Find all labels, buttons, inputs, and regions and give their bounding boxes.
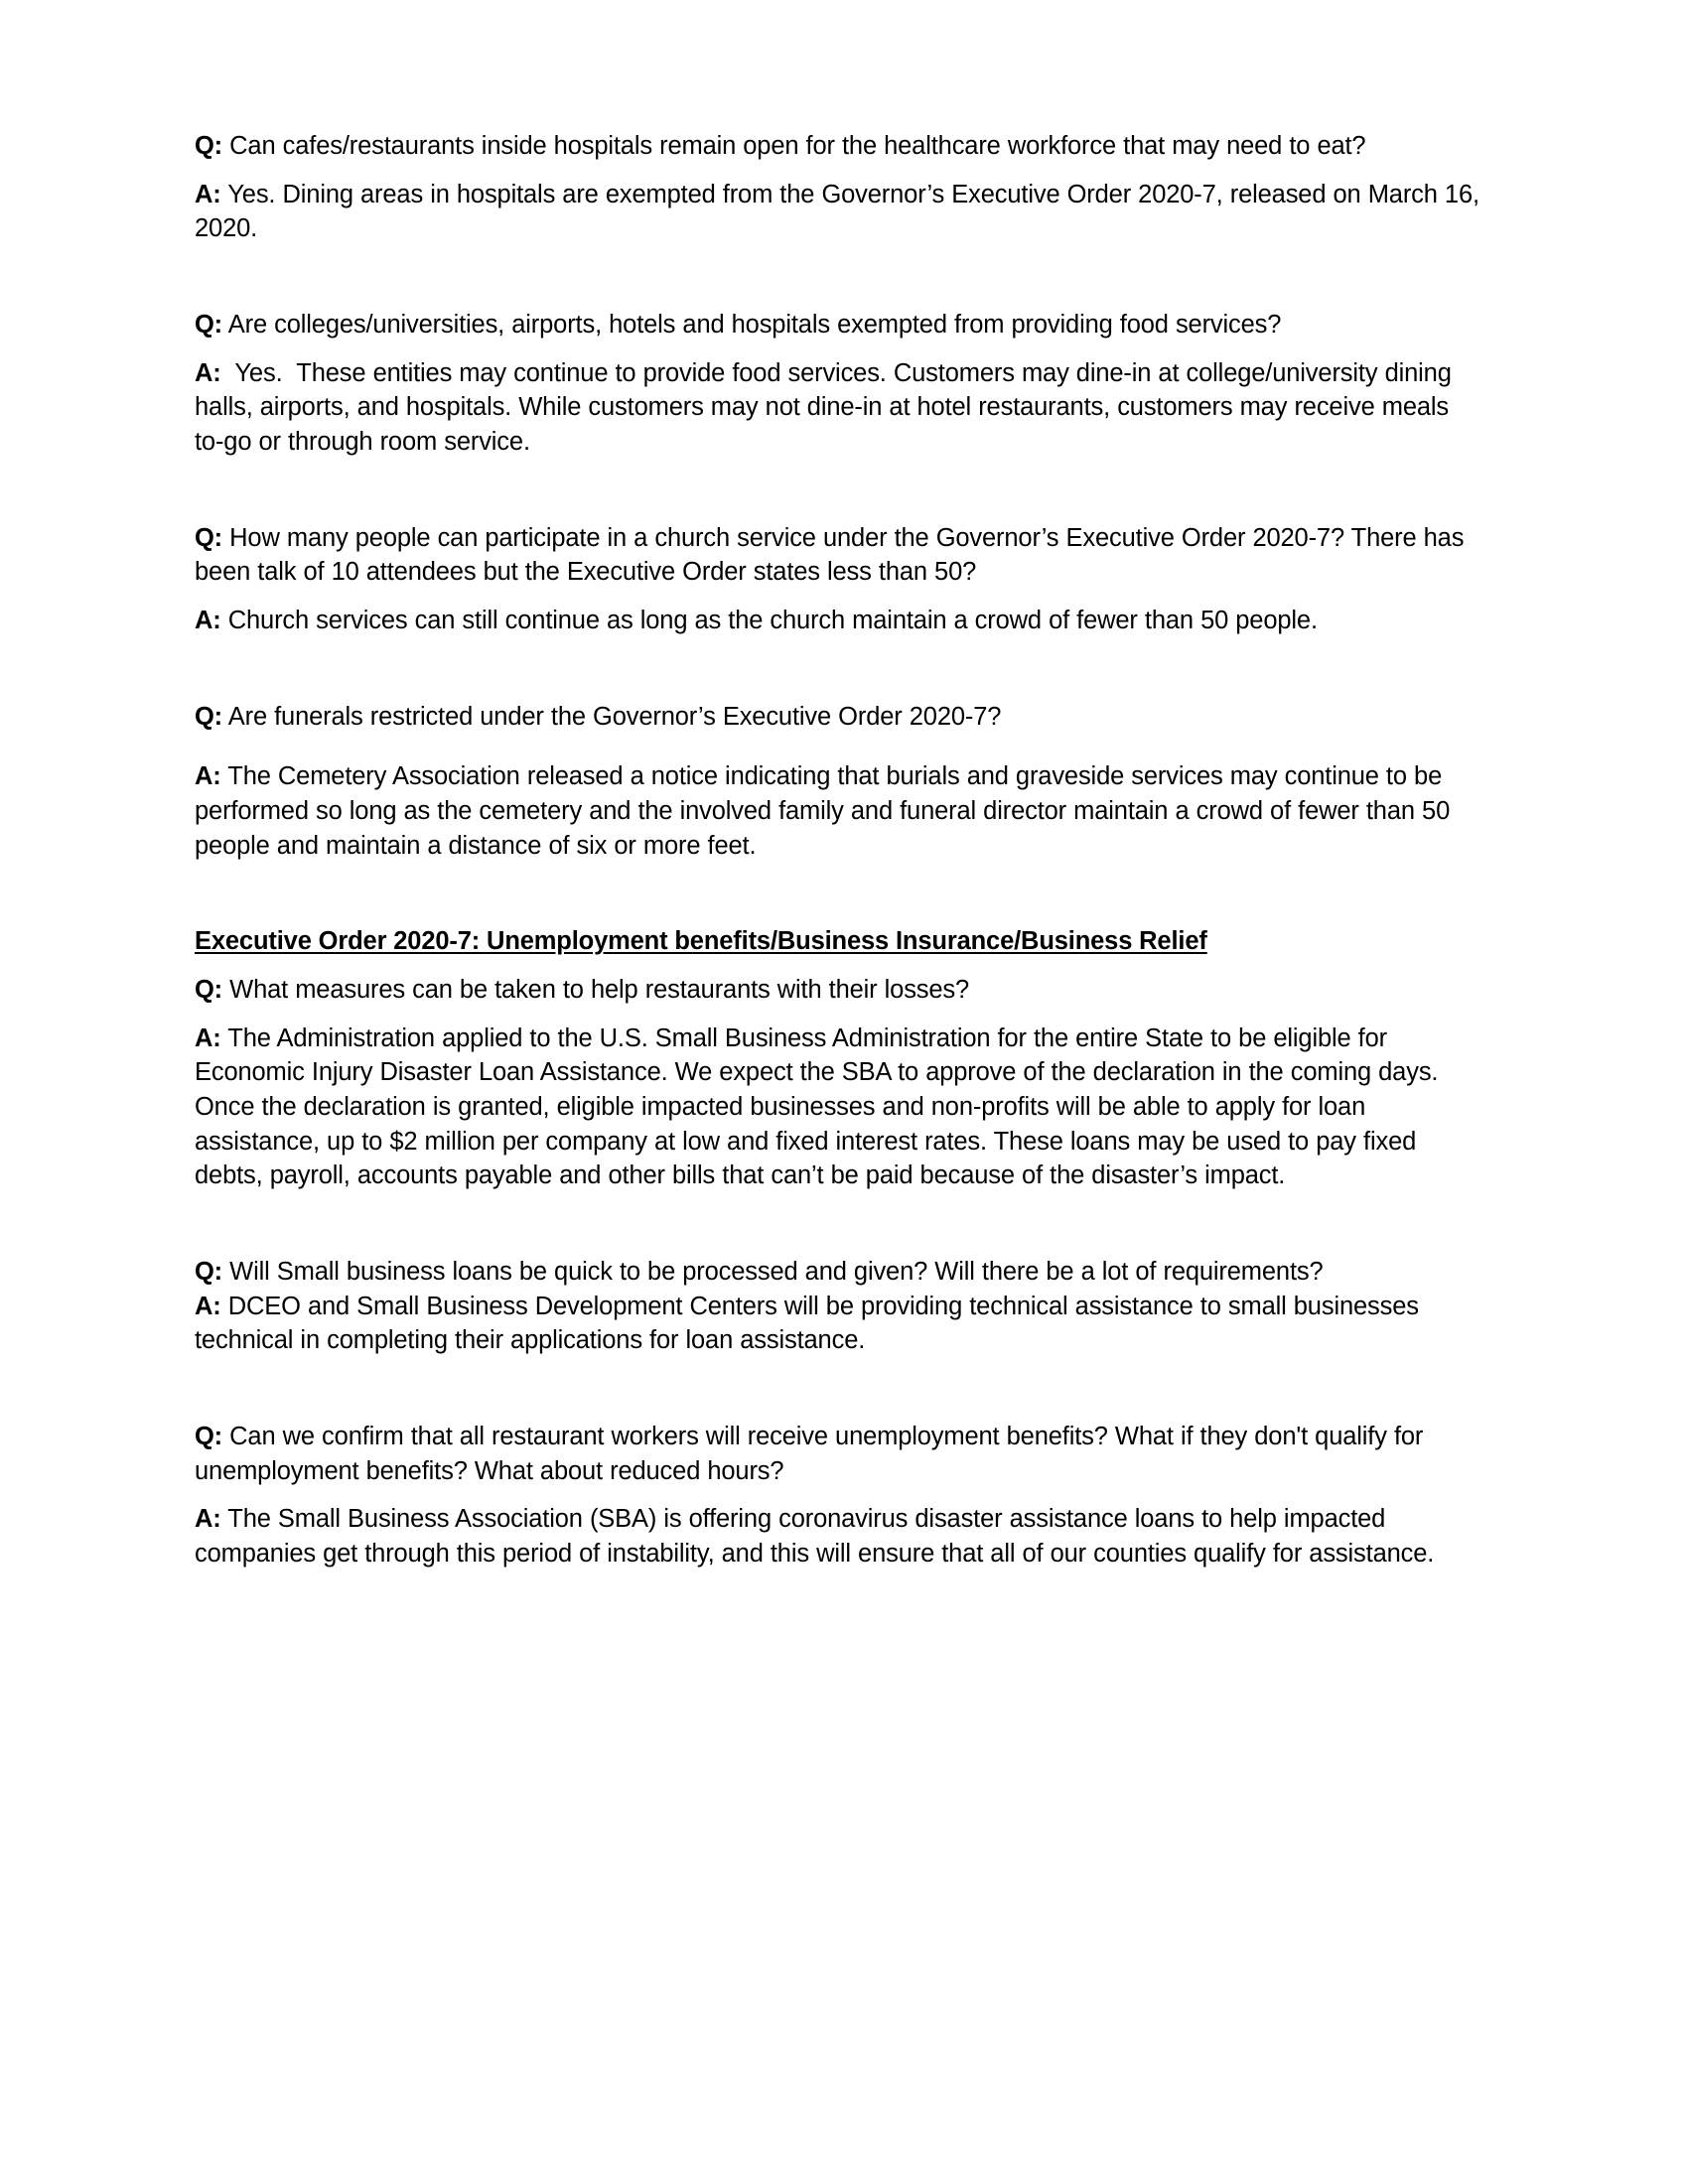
answer-text: Yes. Dining areas in hospitals are exempted from the Governor’s Executive Order 2020-7, released on March 16, 2020. bbox=[195, 180, 1487, 243]
spacer bbox=[195, 734, 1481, 759]
answer-label: A: bbox=[195, 762, 221, 791]
question-text: Will Small business loans be quick to be processed and given? Will there be a lot of requirements? bbox=[222, 1258, 1324, 1287]
question-label: Q: bbox=[195, 1423, 223, 1451]
spacer bbox=[195, 164, 1481, 178]
answer-restaurant-losses bbox=[195, 1022, 1481, 1193]
spacer bbox=[195, 1358, 1481, 1420]
spacer bbox=[195, 638, 1481, 700]
answer-hospital-cafes bbox=[195, 178, 1487, 246]
spacer bbox=[195, 1193, 1481, 1255]
question-food-services-exempt bbox=[195, 308, 1481, 342]
answer-label: A: bbox=[195, 1505, 221, 1534]
answer-food-services-exempt bbox=[195, 356, 1481, 460]
spacer bbox=[195, 1008, 1481, 1022]
answer-label: A: bbox=[195, 607, 221, 635]
spacer bbox=[195, 460, 1481, 521]
answer-text: The Cemetery Association released a notice indicating that burials and graveside services may continue to be performed so long as the cemetery and the involved family and funeral director maintain a crowd of fewer than 50 people and maintain a distance of six or more feet. bbox=[195, 762, 1458, 860]
answer-label: A: bbox=[195, 180, 221, 208]
spacer bbox=[195, 590, 1481, 604]
spacer bbox=[195, 959, 1481, 973]
spacer bbox=[195, 342, 1481, 356]
question-church-service bbox=[195, 521, 1481, 590]
question-text: Are funerals restricted under the Governor’s Executive Order 2020-7? bbox=[222, 702, 1002, 731]
question-hospital-cafes bbox=[195, 129, 1481, 164]
question-funerals bbox=[195, 700, 1481, 735]
question-text: How many people can participate in a church service under the Governor’s Executive Order 2020-7? There has been talk of 10 attendees but the Executive Order states less than 50? bbox=[195, 523, 1472, 587]
question-restaurant-losses bbox=[195, 973, 1481, 1008]
spacer bbox=[195, 863, 1481, 924]
question-small-business-loans bbox=[195, 1255, 1481, 1290]
question-text: Can we confirm that all restaurant workers will receive unemployment benefits? What if they don't qualify for unemployment benefits? What about reduced hours? bbox=[195, 1423, 1431, 1485]
spacer bbox=[195, 1488, 1481, 1502]
answer-text: Yes. These entities may continue to provide food services. Customers may dine-in at college/university dining halls, airports, and hospitals. While customers may not dine-in at hotel restaurants, customers may receive meals to-go or through room service. bbox=[195, 358, 1459, 457]
answer-funerals bbox=[195, 759, 1481, 863]
spacer bbox=[195, 246, 1481, 308]
answer-church-service bbox=[195, 604, 1481, 638]
answer-small-business-loans bbox=[195, 1290, 1481, 1358]
question-label: Q: bbox=[195, 1258, 223, 1287]
answer-text: The Administration applied to the U.S. Small Business Administration for the entire State to be eligible for Economic Injury Disaster Loan Assistance. We expect the SBA to approve of the declaration in the coming days. Once the declaration is granted, eligible impacted businesses and non-profits will be able to apply for loan assistance, up to $2 million per company at low and fixed interest rates. These loans may be used to pay fixed debts, payroll, accounts payable and other bills that can’t be paid because of the disaster’s impact. bbox=[195, 1024, 1446, 1190]
answer-label: A: bbox=[195, 358, 221, 387]
question-text: What measures can be taken to help restaurants with their losses? bbox=[222, 976, 970, 1005]
question-label: Q: bbox=[195, 523, 223, 552]
question-text: Can cafes/restaurants inside hospitals remain open for the healthcare workforce that may need to eat? bbox=[222, 132, 1366, 160]
document-body bbox=[195, 129, 1487, 1571]
answer-text: The Small Business Association (SBA) is offering coronavirus disaster assistance loans to help impacted companies get through this period of instability, and this will ensure that all of our counties qualify for assistance. bbox=[195, 1505, 1435, 1569]
answer-text: Church services can still continue as long as the church maintain a crowd of fewer than 50 people. bbox=[220, 607, 1318, 635]
question-label: Q: bbox=[195, 311, 223, 340]
question-label: Q: bbox=[195, 976, 223, 1005]
question-text: Are colleges/universities, airports, hotels and hospitals exempted from providing food services? bbox=[222, 311, 1282, 340]
question-unemployment-benefits bbox=[195, 1420, 1481, 1488]
question-label: Q: bbox=[195, 132, 223, 160]
question-label: Q: bbox=[195, 702, 223, 731]
answer-label: A: bbox=[195, 1024, 221, 1052]
answer-unemployment-benefits bbox=[195, 1502, 1481, 1570]
section-heading: Executive Order 2020-7: Unemployment benefits/Business Insurance/Business Relief bbox=[195, 927, 1207, 956]
answer-label: A: bbox=[195, 1292, 221, 1320]
answer-text: DCEO and Small Business Development Centers will be providing technical assistance to small businesses technical in completing their applications for loan assistance. bbox=[195, 1292, 1426, 1355]
